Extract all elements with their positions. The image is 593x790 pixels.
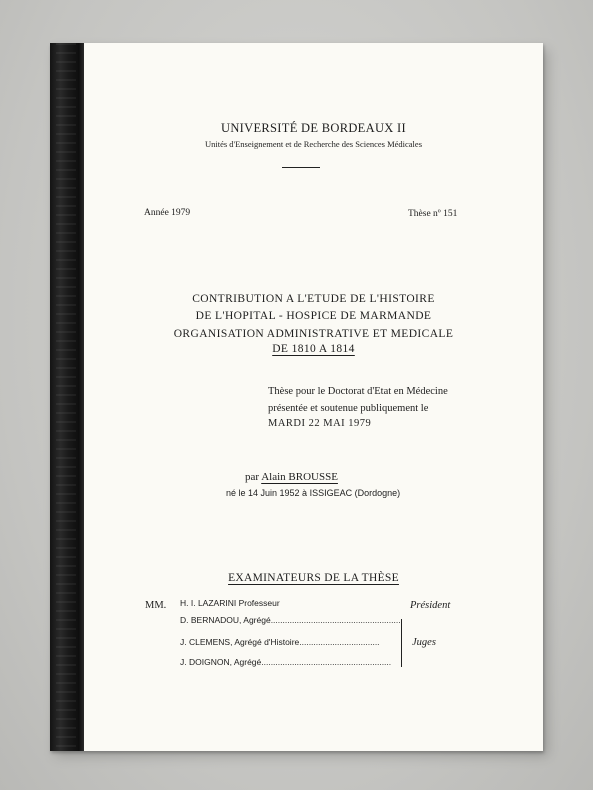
university-name: UNIVERSITÉ DE BORDEAUX II — [221, 121, 406, 135]
title-line-1: CONTRIBUTION A L'ETUDE DE L'HISTOIRE — [192, 293, 435, 305]
title-line-4: DE 1810 A 1814 — [272, 343, 355, 355]
author-name: Alain BROUSSE — [261, 471, 338, 483]
title-line-3: ORGANISATION ADMINISTRATIVE ET MEDICALE — [173, 328, 454, 340]
header-divider — [282, 167, 320, 168]
thesis-number: Thèse nº 151 — [408, 209, 458, 219]
author-prefix: par — [245, 471, 260, 483]
jury-member-3: J. CLEMENS, Agrégé d'Histoire.................................. — [180, 637, 380, 647]
jury-judges-label: Juges — [412, 637, 436, 648]
author-line — [245, 471, 338, 483]
jury-member-2: D. BERNADOU, Agrégé....................................................... — [180, 615, 401, 625]
presentation-line-2: présentée et soutenue publiquement le — [268, 403, 429, 414]
presentation-line-1: Thèse pour le Doctorat d'Etat en Médecine — [268, 386, 448, 397]
unit-name: Unités d'Enseignement et de Recherche des Sciences Médicales — [204, 139, 423, 149]
year-label: Année 1979 — [144, 208, 191, 218]
jury-mm: MM. — [145, 600, 167, 611]
thesis-cover — [50, 43, 543, 751]
jury-president-label: Président — [410, 600, 451, 611]
author-birth: né le 14 Juin 1952 à ISSIGEAC (Dordogne) — [226, 488, 401, 498]
jury-member-4: J. DOIGNON, Agrégé....................................................... — [180, 657, 392, 667]
defense-date: MARDI 22 MAI 1979 — [268, 418, 372, 429]
title-line-2: DE L'HOPITAL - HOSPICE DE MARMANDE — [195, 310, 432, 322]
jury-member-1: H. I. LAZARINI Professeur — [180, 598, 280, 608]
binding-spine — [50, 43, 84, 751]
jury-heading: EXAMINATEURS DE LA THÈSE — [228, 572, 399, 584]
judges-brace — [395, 619, 402, 667]
